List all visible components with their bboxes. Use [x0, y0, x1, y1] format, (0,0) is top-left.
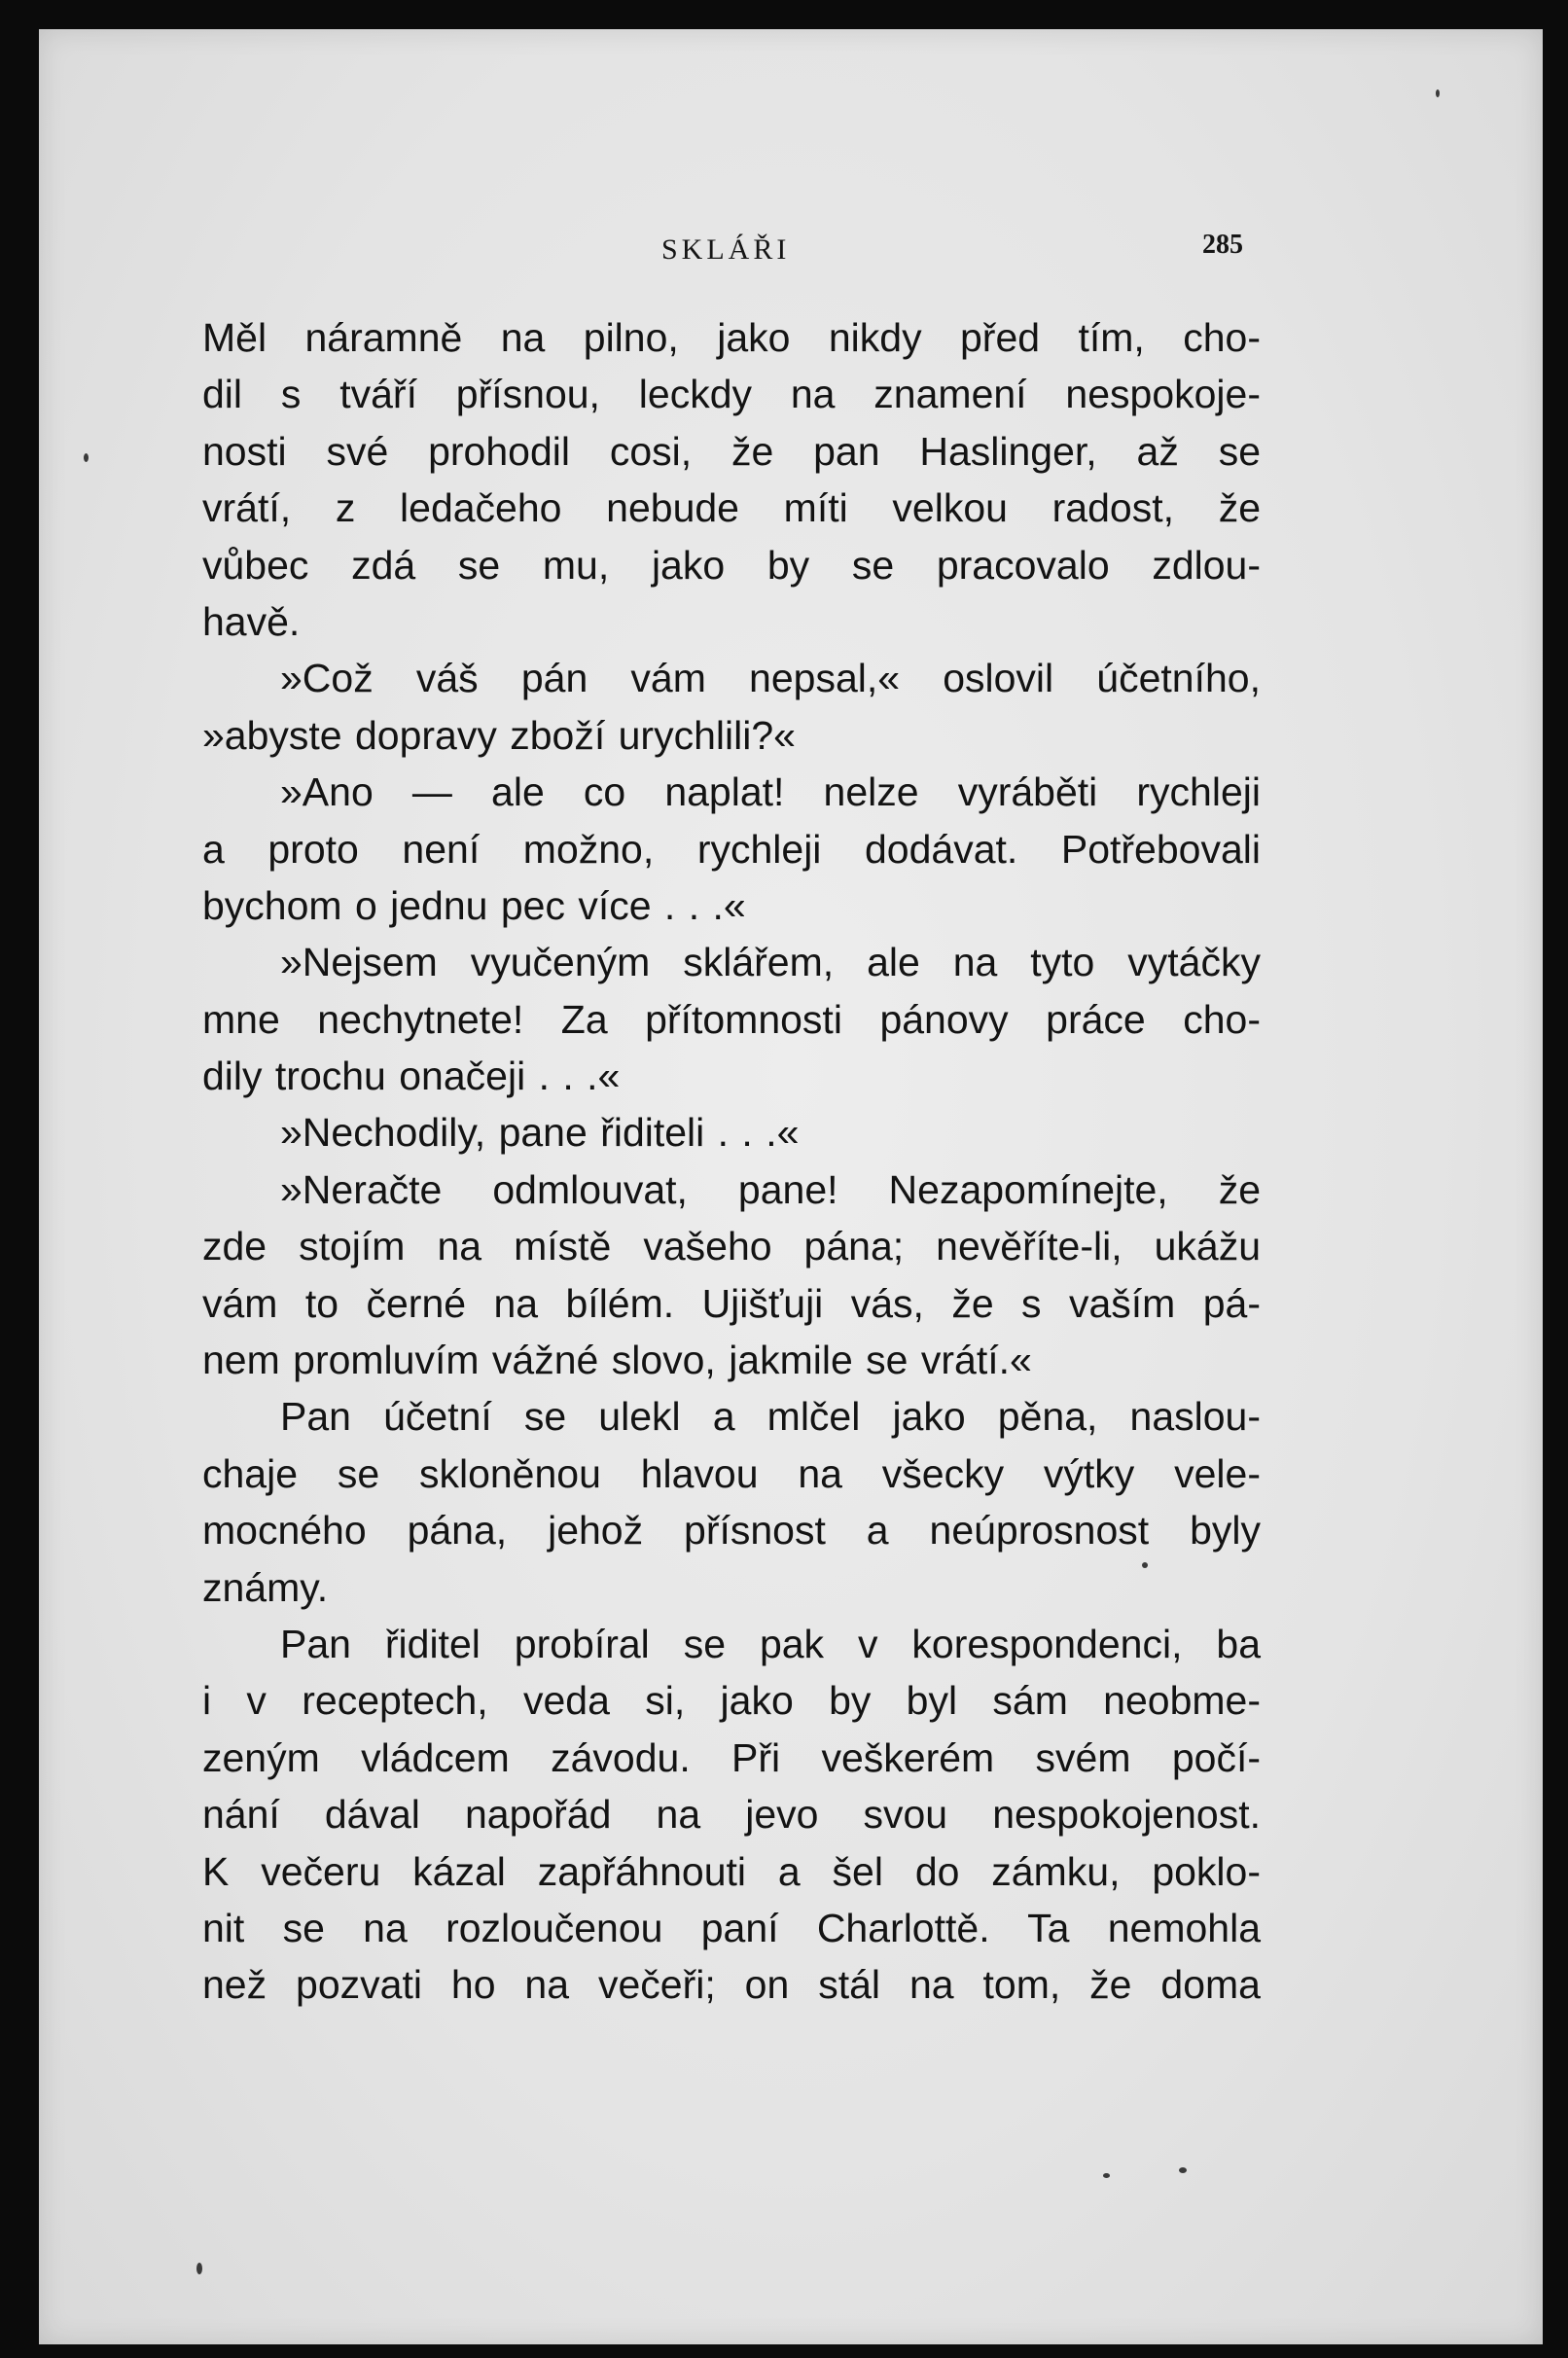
- text-line: »Ano — ale co naplat! nelze vyráběti rychleji: [280, 769, 1261, 815]
- text-line: Pan řiditel probíral se pak v korespondenci, ba: [280, 1621, 1261, 1666]
- text-line: vůbec zdá se mu, jako by se pracovalo zdlou-: [202, 542, 1261, 588]
- scan-speck: [1436, 89, 1440, 97]
- text-line: Pan účetní se ulekl a mlčel jako pěna, naslou-: [280, 1394, 1261, 1440]
- text-line: vám to černé na bílém. Ujišťuji vás, že s vaším pá-: [202, 1280, 1261, 1326]
- text-line: »Neračte odmlouvat, pane! Nezapomínejte, že: [280, 1166, 1261, 1212]
- running-title: SKLÁŘI: [661, 233, 791, 266]
- text-line: »abyste dopravy zboží urychlili?«: [202, 712, 796, 758]
- running-head: [0, 230, 1568, 272]
- text-line: dily trochu onačeji . . .«: [202, 1054, 621, 1099]
- text-line: než pozvati ho na večeři; on stál na tom, že doma: [202, 1962, 1261, 2008]
- text-line: »Což váš pán vám nepsal,« oslovil účetního,: [280, 656, 1261, 701]
- text-body: [202, 309, 1261, 2014]
- text-line: zeným vládcem závodu. Při veškerém svém počí-: [202, 1734, 1261, 1780]
- text-line: »Nejsem vyučeným sklářem, ale na tyto vytáčky: [280, 940, 1261, 985]
- text-line: bychom o jednu pec více . . .«: [202, 882, 746, 928]
- scan-speck: [1103, 2173, 1110, 2178]
- text-line: K večeru kázal zapřáhnouti a šel do zámku, poklo-: [202, 1848, 1261, 1894]
- text-line: zde stojím na místě vašeho pána; nevěříte-li, ukážu: [202, 1224, 1261, 1269]
- text-line: havě.: [202, 598, 301, 644]
- text-line: mne nechytnete! Za přítomnosti pánovy práce cho-: [202, 996, 1261, 1042]
- text-line: nem promluvím vážné slovo, jakmile se vrátí.«: [202, 1338, 1032, 1383]
- page-number: 285: [1202, 230, 1243, 260]
- scan-speck: [1142, 1562, 1148, 1568]
- text-line: nit se na rozloučenou paní Charlottě. Ta nemohla: [202, 1905, 1261, 1950]
- scan-edge: [1543, 0, 1568, 2358]
- text-line: nosti své prohodil cosi, že pan Haslinger, až se: [202, 428, 1261, 474]
- scan-speck: [84, 453, 89, 462]
- text-line: dil s tváří přísnou, leckdy na znamení nespokoje-: [202, 372, 1261, 417]
- text-line: mocného pána, jehož přísnost a neúprosnost byly: [202, 1508, 1261, 1554]
- text-line: chaje se skloněnou hlavou na všecky výtky vele-: [202, 1450, 1261, 1496]
- text-line: nání dával napořád na jevo svou nespokojenost.: [202, 1792, 1261, 1838]
- text-line: známy.: [202, 1564, 329, 1610]
- text-line: vrátí, z ledačeho nebude míti velkou radost, že: [202, 485, 1261, 531]
- scan-speck: [1179, 2167, 1187, 2173]
- text-line: Měl náramně na pilno, jako nikdy před tím, cho-: [202, 315, 1261, 360]
- text-line: »Nechodily, pane řiditeli . . .«: [280, 1110, 800, 1156]
- text-line: a proto není možno, rychleji dodávat. Potřebovali: [202, 826, 1261, 872]
- text-line: i v receptech, veda si, jako by byl sám neobme-: [202, 1678, 1261, 1724]
- scan-speck: [196, 2263, 202, 2274]
